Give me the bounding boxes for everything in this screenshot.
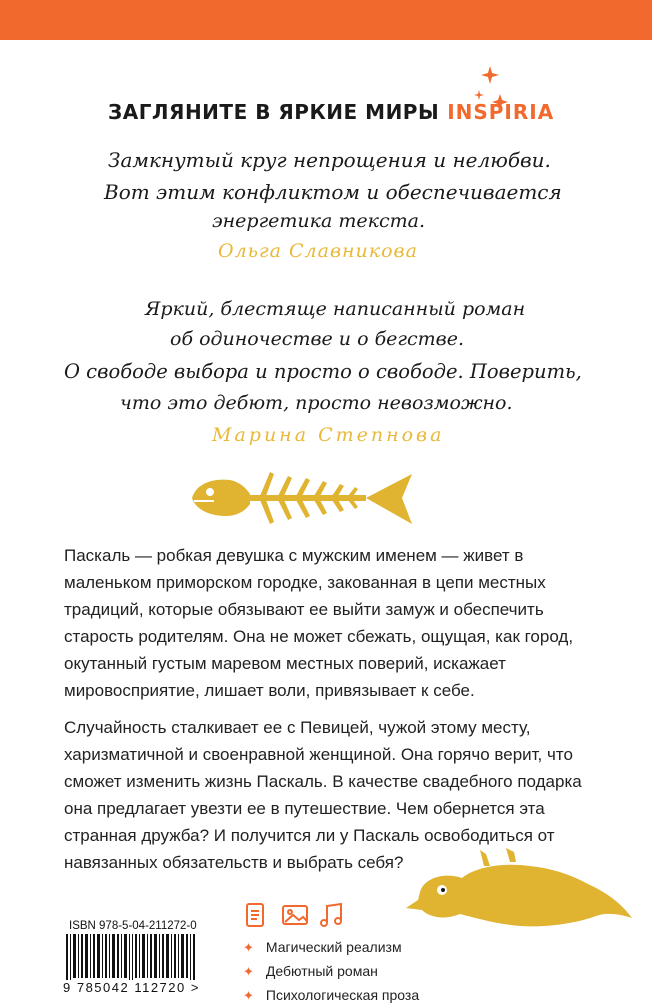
sparkle-bullet-icon: ✦ (243, 964, 254, 979)
genre-list (243, 935, 419, 1007)
description-paragraph-1 (64, 542, 604, 704)
quote1-line1: Замкнутый круг непрощения и нелюбви. (108, 148, 551, 172)
genre-label: Дебютный роман (265, 963, 378, 979)
quote2-line4: что это дебют, просто невозможно. (120, 392, 513, 414)
paragraph-text: Случайность сталкивает ее с Певицей, чужой этому месту, харизматичной и своенравной женщиной. Она горячо верит, что сможет изменить жизнь Паскаль. В качестве свадебного подарка она предлагает увезти ее в путешествие. Чем обернется эта странная дружба? И получится ли у Паскаль освободиться от навязанных обязательств и выбрать себя? (64, 718, 582, 872)
fish-skeleton-illustration (190, 468, 415, 530)
genre-label: Магический реализм (265, 939, 402, 955)
quote2-author: Марина Степнова (212, 424, 445, 446)
brand-name: INSPIRIA (447, 100, 555, 124)
ebook-icon (247, 904, 263, 926)
quote1-author: Ольга Славникова (218, 240, 418, 262)
genre-item (243, 959, 419, 983)
series-title: ЗАГЛЯНИТЕ В ЯРКИЕ МИРЫ (108, 100, 440, 124)
image-icon (283, 906, 307, 924)
series-header (108, 100, 554, 124)
genre-item (243, 983, 419, 1007)
paragraph-text: Паскаль — робкая девушка с мужским именем — живет в маленьком приморском городке, закованная в цепи местных традиций, которые обязывают ее выйти замуж и обеспечить старость родителям. Она не может сбежать, ощущая, как город, окутанный густым маревом местных поверий, искажает мировосприятие, лишает воли, привязывает к себе. (64, 546, 574, 700)
isbn-digits: 9 785042 112720 > (63, 980, 213, 995)
quote2-line2: об одиночестве и о бегстве. (170, 328, 465, 350)
genre-item (243, 935, 419, 959)
genre-label: Психологическая проза (265, 987, 420, 1003)
quote2-line1: Яркий, блестяще написанный роман (145, 298, 526, 320)
sparkle-bullet-icon: ✦ (243, 940, 254, 955)
top-color-band (0, 0, 652, 40)
music-icon (321, 904, 341, 926)
sparkle-bullet-icon: ✦ (243, 988, 254, 1003)
barcode (64, 934, 200, 986)
format-icons (243, 900, 353, 930)
quote1-line3: энергетика текста. (212, 210, 426, 232)
quote1-line2: Вот этим конфликтом и обеспечивается (104, 180, 562, 204)
quote2-line3: О свободе выбора и просто о свободе. Поверить, (64, 360, 582, 383)
isbn-label: ISBN 978-5-04-211272-0 (69, 920, 197, 932)
penguin-illustration (400, 848, 635, 938)
